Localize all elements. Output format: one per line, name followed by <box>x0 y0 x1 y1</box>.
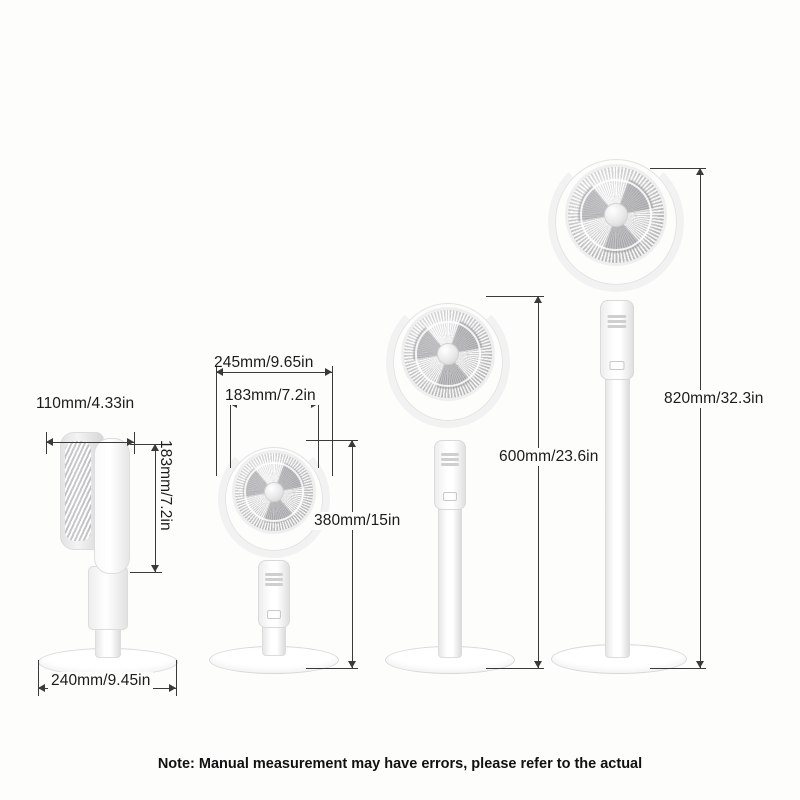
dim-mid-height-label: 600mm/23.6in <box>499 448 599 465</box>
power-button-icon[interactable] <box>441 453 459 456</box>
dim-folded-height-arrow-bottom <box>151 565 159 572</box>
dim-mid-height-arrow-bottom <box>534 661 542 668</box>
measurement-note: Note: Manual measurement may have errors, please refer to the actual <box>157 756 643 772</box>
usb-port-icon <box>267 610 281 619</box>
dim-mid-height-tick-bottom <box>486 668 544 669</box>
dim-folded-width-line <box>46 442 134 443</box>
dim-folded-base-arrow-left <box>38 684 45 692</box>
fan-mid-button-group[interactable] <box>441 453 459 466</box>
power-button-icon[interactable] <box>607 315 626 318</box>
dim-folded-base-tick-right <box>176 660 177 696</box>
speed-button-icon[interactable] <box>607 320 626 323</box>
dim-folded-width-label: 110mm/4.33in <box>36 395 135 412</box>
dim-desk-inner-tick-right <box>318 398 319 468</box>
dim-tall-height-arrow-top <box>696 168 704 175</box>
fan-folded-body-side <box>94 438 130 574</box>
fan-mid-grille <box>401 307 495 401</box>
dim-tall-height-tick-bottom <box>650 668 706 669</box>
fan-folded-head <box>60 432 130 578</box>
dim-desk-inner-tick-left <box>230 398 231 468</box>
dim-mid-height-line <box>538 296 539 668</box>
dim-desk-outer-arrow-right <box>325 368 332 376</box>
dim-folded-width-arrow-left <box>46 438 53 446</box>
dim-folded-headheight-label: 183mm/7.2in <box>157 440 174 531</box>
dim-desk-height-arrow-bottom <box>348 661 356 668</box>
dim-folded-base-arrow-right <box>169 684 176 692</box>
fan-tall-grille <box>565 164 667 266</box>
fan-tall-button-group[interactable] <box>607 315 626 328</box>
fan-desk-control-neck <box>258 560 290 628</box>
dim-tall-height-arrow-bottom <box>696 661 704 668</box>
fan-tall-head <box>548 152 684 292</box>
timer-button-icon[interactable] <box>607 325 626 328</box>
fan-desk-hub <box>264 482 284 502</box>
dim-desk-outerwidth-label: 245mm/9.65in <box>214 354 314 371</box>
speed-button-icon[interactable] <box>265 578 283 581</box>
dim-tall-height-line <box>700 168 701 668</box>
fan-mid-hub <box>437 343 459 365</box>
dim-desk-outer-tick-left <box>216 366 217 476</box>
usb-port-icon <box>610 361 625 370</box>
power-button-icon[interactable] <box>265 573 283 576</box>
usb-port-icon <box>443 492 457 501</box>
dim-tall-height-label: 820mm/32.3in <box>664 390 764 407</box>
fan-tall-pole <box>605 370 630 658</box>
fan-desk-grille <box>232 450 316 534</box>
dim-folded-basewidth-label: 240mm/9.45in <box>48 672 153 690</box>
dim-desk-height-label: 380mm/15in <box>314 512 401 529</box>
dim-desk-innerwidth-label: 183mm/7.2in <box>222 387 319 405</box>
dim-desk-height-line <box>352 440 353 668</box>
fan-desk-button-group[interactable] <box>265 573 283 586</box>
dim-mid-height-arrow-top <box>534 296 542 303</box>
fan-mid-control-neck <box>434 440 466 510</box>
fan-tall-control-neck <box>600 300 634 380</box>
dim-desk-outer-tick-right <box>332 366 333 476</box>
speed-button-icon[interactable] <box>441 458 459 461</box>
dim-folded-height-tick-bottom <box>130 572 162 573</box>
fan-mid-pole <box>438 500 462 658</box>
fan-tall-hub <box>604 203 628 227</box>
timer-button-icon[interactable] <box>265 583 283 586</box>
dim-desk-outer-line <box>216 372 332 373</box>
dim-desk-height-tick-bottom <box>306 668 358 669</box>
fan-desk-head <box>218 440 330 558</box>
dim-desk-height-arrow-top <box>348 440 356 447</box>
fan-mid-head <box>386 296 510 428</box>
timer-button-icon[interactable] <box>441 463 459 466</box>
dim-folded-width-tick-right <box>134 432 135 454</box>
